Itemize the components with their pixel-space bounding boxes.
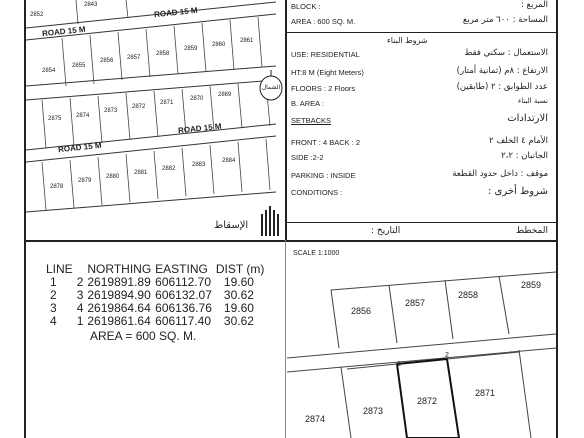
plot-number: 2878 xyxy=(50,184,64,190)
planner-label-ar: المخطط xyxy=(515,226,548,236)
plot-number: 2852 xyxy=(30,12,44,18)
info-divider xyxy=(287,222,556,223)
detail-map xyxy=(287,242,556,438)
b-area-label-ar: نسبة البناء xyxy=(517,97,548,105)
cell: 2 xyxy=(76,275,84,289)
corner-label: 2 xyxy=(445,352,449,359)
plot-number: 2857 xyxy=(127,55,141,61)
plot-number: 2874 xyxy=(76,113,90,119)
use-label: USE: RESIDENTIAL xyxy=(291,50,360,59)
info-panel xyxy=(287,0,556,240)
cell: 30.62 xyxy=(223,314,254,328)
block-label-ar: المربع : xyxy=(520,0,548,10)
scale-label: SCALE 1:1000 xyxy=(293,250,340,257)
setbacks-label: SETBACKS xyxy=(291,116,332,125)
plot-number: 2884 xyxy=(222,158,236,164)
info-divider xyxy=(287,32,556,33)
plot-number: 2843 xyxy=(84,2,98,8)
header-blank xyxy=(77,262,88,276)
table-header-row xyxy=(46,262,268,276)
plot-number: 2873 xyxy=(363,406,384,416)
cell: 2 xyxy=(50,288,57,302)
frame-mid-vertical-bottom xyxy=(285,240,286,438)
plot-number: 2855 xyxy=(72,63,86,69)
cell: 4 xyxy=(50,314,57,328)
height-label-ar: الارتفاع : ٨م (ثمانية أمتار) xyxy=(456,66,548,76)
road-label: ROAD 15 M xyxy=(177,121,222,136)
cell: 30.62 xyxy=(223,288,254,302)
front-back-label: FRONT : 4 BACK : 2 xyxy=(291,138,361,147)
conditions-label: CONDITIONS : xyxy=(291,188,343,197)
parking-label-ar: موقف : داخل حدود القطعة xyxy=(452,169,548,179)
plot-number: 2858 xyxy=(156,51,170,57)
floors-label: FLOORS : 2 Floors xyxy=(291,84,356,93)
b-area-label: B. AREA : xyxy=(291,99,324,108)
plot-number: 2880 xyxy=(106,174,120,180)
cell: 606132.07 xyxy=(155,288,212,302)
stamp-mark xyxy=(258,206,284,236)
conditions-label-ar: شروط أخرى : xyxy=(487,186,548,197)
plot-number: 2856 xyxy=(100,58,114,64)
side-label-ar: الجانبان : ٢،٢ xyxy=(501,151,548,161)
road-label: ROAD 15 M xyxy=(41,24,86,39)
cell: 1 xyxy=(50,275,57,289)
cell: 606117.40 xyxy=(155,314,211,328)
plot-number: 2874 xyxy=(305,414,326,424)
cell: 2619891.89 xyxy=(87,275,151,289)
plot-number: 2873 xyxy=(104,108,118,114)
plot-number: 2869 xyxy=(218,92,232,98)
road-label: ROAD 15 M xyxy=(57,140,102,155)
date-label-ar: التاريخ : xyxy=(371,226,401,236)
cell: 1 xyxy=(76,314,84,328)
area-label-ar: المساحة : ٦٠٠ متر مربع xyxy=(462,15,548,25)
plot-number: 2861 xyxy=(240,38,254,44)
table-row xyxy=(46,315,268,328)
plot-number: 2858 xyxy=(458,290,479,300)
side-label: SIDE :2-2 xyxy=(291,153,324,162)
building-conditions-title: شروط البناء xyxy=(387,36,428,45)
plot-number: 2856 xyxy=(351,306,372,316)
plot-number: 2859 xyxy=(184,46,198,52)
cell: 19.60 xyxy=(223,301,254,315)
projection-label: الإسقاط xyxy=(214,220,249,231)
header-northing: NORTHING xyxy=(87,262,152,276)
plot-number: 2870 xyxy=(190,96,204,102)
cell: 2619861.64 xyxy=(87,314,151,328)
cell: 4 xyxy=(76,301,84,315)
coordinates-table xyxy=(46,262,268,328)
floors-label-ar: عدد الطوابق : ٢ (طابقين) xyxy=(456,82,548,92)
corner-label: 1 xyxy=(397,361,401,368)
detail-map-svg xyxy=(287,242,556,438)
cell: 2619864.64 xyxy=(87,301,151,315)
plot-number: 2859 xyxy=(521,280,542,290)
area-label: AREA : 600 SQ. M. xyxy=(291,17,356,26)
plot-number: 2879 xyxy=(78,178,92,184)
cell: 3 xyxy=(50,301,57,315)
cell: 19.60 xyxy=(223,275,254,289)
plot-number: 2875 xyxy=(48,116,62,122)
plot-number: 2860 xyxy=(212,42,226,48)
cell: 2619894.90 xyxy=(87,288,151,302)
header-easting: EASTING xyxy=(155,262,208,276)
cell: 606136.76 xyxy=(155,301,212,315)
cell: 3 xyxy=(76,288,84,302)
plot-number: 2883 xyxy=(192,162,206,168)
plot-number: 2881 xyxy=(134,170,148,176)
use-label-ar: الاستعمال : سكني فقط xyxy=(464,48,548,58)
location-map xyxy=(26,0,284,240)
plot-number: 2872 xyxy=(132,104,146,110)
setbacks-label-ar: الارتدادات xyxy=(507,113,548,124)
cell: 606112.70 xyxy=(155,275,211,289)
front-back-label-ar: الأمام ٤ الخلف ٢ xyxy=(489,136,548,146)
height-label: HT:8 M (Eight Meters) xyxy=(291,68,364,77)
plot-number: 2882 xyxy=(162,166,176,172)
block-label: BLOCK : xyxy=(291,2,321,11)
frame-right xyxy=(556,0,558,438)
area-total: AREA = 600 SQ. M. xyxy=(90,329,197,343)
header-line: LINE xyxy=(46,262,73,276)
road-label: ROAD 15 M xyxy=(153,5,198,20)
parking-label: PARKING : INSIDE xyxy=(291,171,356,180)
header-dist: DIST (m) xyxy=(215,262,265,276)
plot-number: 2872 xyxy=(417,396,438,406)
north-arrow xyxy=(258,70,284,110)
coordinates-table-area xyxy=(46,262,268,343)
location-map-svg xyxy=(26,0,284,240)
north-label: الشمال xyxy=(261,84,281,91)
plot-number: 2871 xyxy=(475,388,496,398)
plot-number: 2857 xyxy=(405,298,426,308)
plot-number: 2854 xyxy=(42,68,56,74)
plot-number: 2871 xyxy=(160,100,174,106)
stamp-mark-svg xyxy=(258,206,284,236)
